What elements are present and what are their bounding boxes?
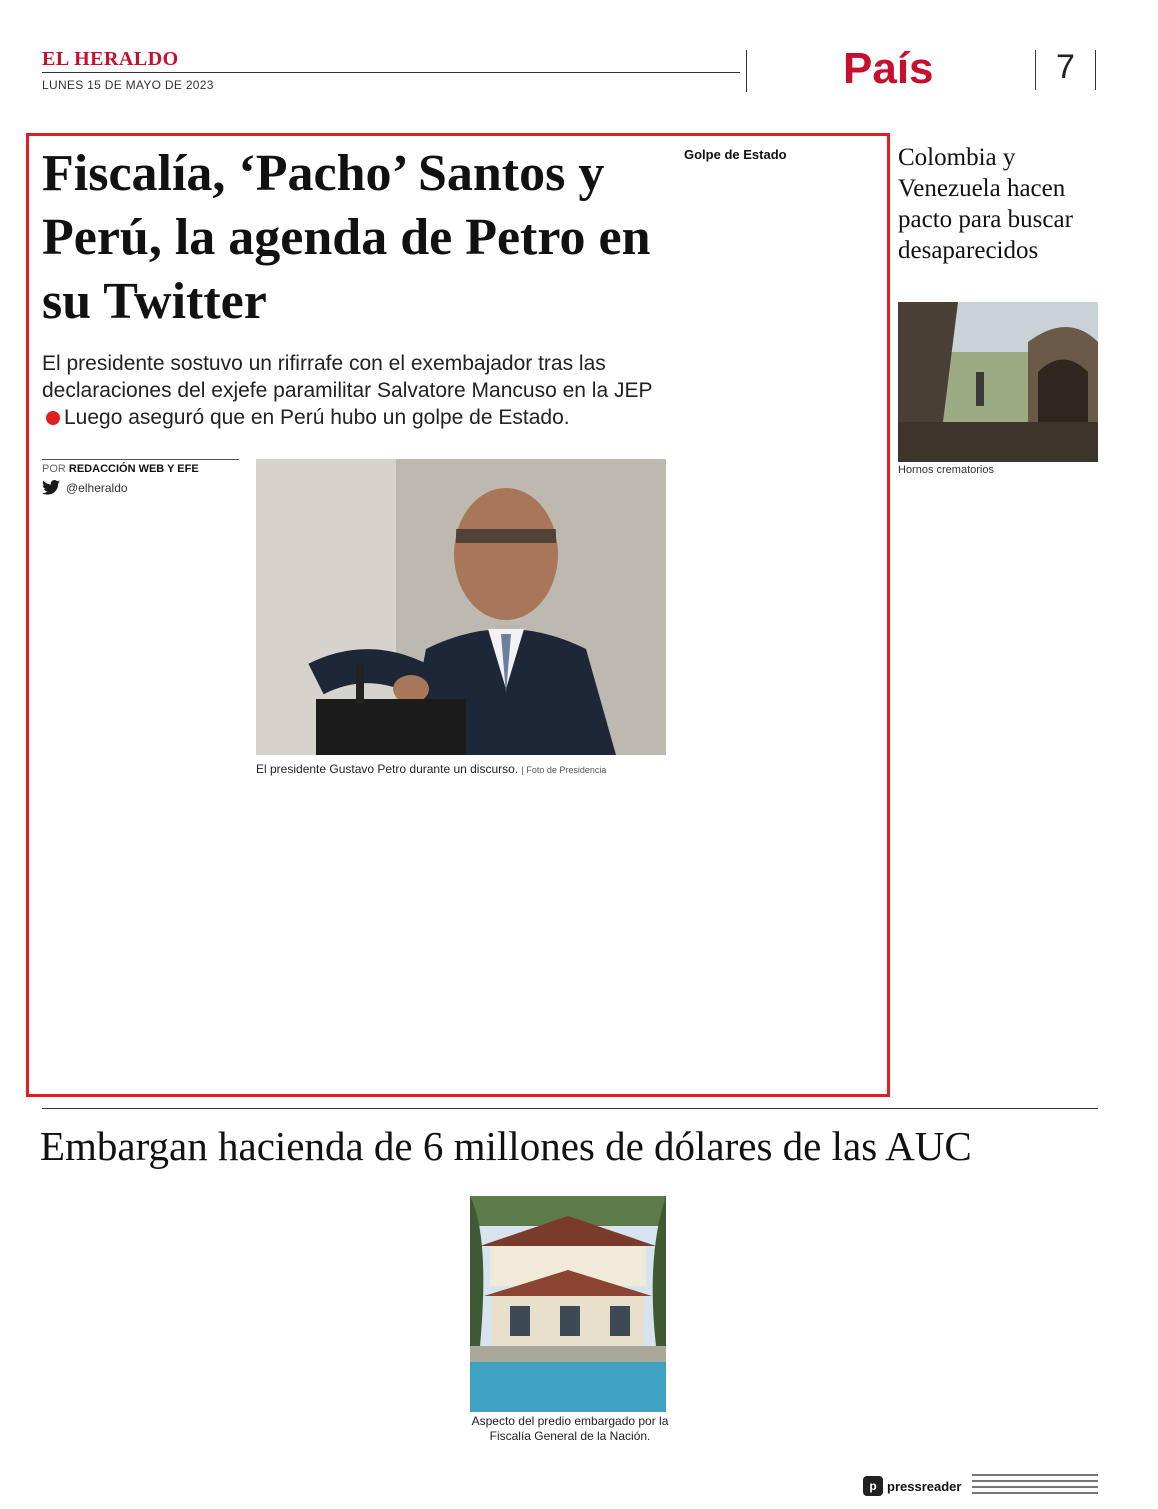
- twitter-bird-icon: [42, 480, 60, 495]
- photo-credit: | Foto de Presidencia: [521, 765, 607, 775]
- section-divider: [42, 1108, 1098, 1109]
- byline-rule: [42, 459, 239, 460]
- bottom-photo-caption: Aspecto del predio embargado por la Fiscalía General de la Nación.: [471, 1414, 669, 1443]
- byline: [42, 463, 199, 475]
- main-headline: Fiscalía, ‘Pacho’ Santos y Perú, la agenda de Petro en su Twitter: [42, 145, 651, 330]
- footer-fine-print: [972, 1474, 1098, 1500]
- byline-author: REDACCIÓN WEB Y EFE: [68, 463, 199, 475]
- main-photo-caption: [256, 762, 676, 776]
- page-number-divider: [1095, 50, 1096, 90]
- twitter-handle[interactable]: [42, 480, 128, 495]
- byline-prefix: POR: [42, 463, 66, 475]
- bottom-photo: [470, 1196, 666, 1412]
- subhead: Golpe de Estado: [684, 147, 787, 162]
- page-number-divider: [1035, 50, 1036, 90]
- sidebar-headline: Colombia y Venezuela hacen pacto para buscar desaparecidos: [898, 144, 1073, 264]
- paper-name: EL HERALDO: [42, 48, 179, 70]
- sidebar-photo-caption: Hornos crematorios: [898, 464, 994, 476]
- petro-speech-illustration: [256, 459, 666, 755]
- page-number: 7: [1056, 48, 1075, 86]
- sidebar-photo: [898, 302, 1098, 462]
- pressreader-icon: p: [863, 1476, 883, 1496]
- hacienda-illustration: [470, 1196, 666, 1412]
- caption-text: El presidente Gustavo Petro durante un discurso.: [256, 762, 519, 776]
- handle-text: @elheraldo: [66, 480, 128, 495]
- pressreader-logo: [863, 1474, 968, 1498]
- masthead-divider: [746, 50, 747, 92]
- main-photo: [256, 459, 666, 755]
- deck-text: Luego aseguró que en Perú hubo un golpe de Estado.: [64, 406, 570, 429]
- crematorium-illustration: [898, 302, 1098, 462]
- logo-text: pressreader: [887, 1478, 962, 1494]
- masthead-rule: [42, 72, 740, 73]
- main-deck: [42, 350, 662, 431]
- paper-date: LUNES 15 DE MAYO DE 2023: [42, 78, 214, 92]
- bottom-headline: Embargan hacienda de 6 millones de dólares de las AUC: [40, 1123, 972, 1169]
- section-name: País: [843, 44, 934, 93]
- bullet-dot-icon: [46, 411, 60, 425]
- deck-text: El presidente sostuvo un rifirrafe con el exembajador tras las declaraciones del exjefe paramilitar Salvatore Mancuso en la JEP: [42, 352, 653, 402]
